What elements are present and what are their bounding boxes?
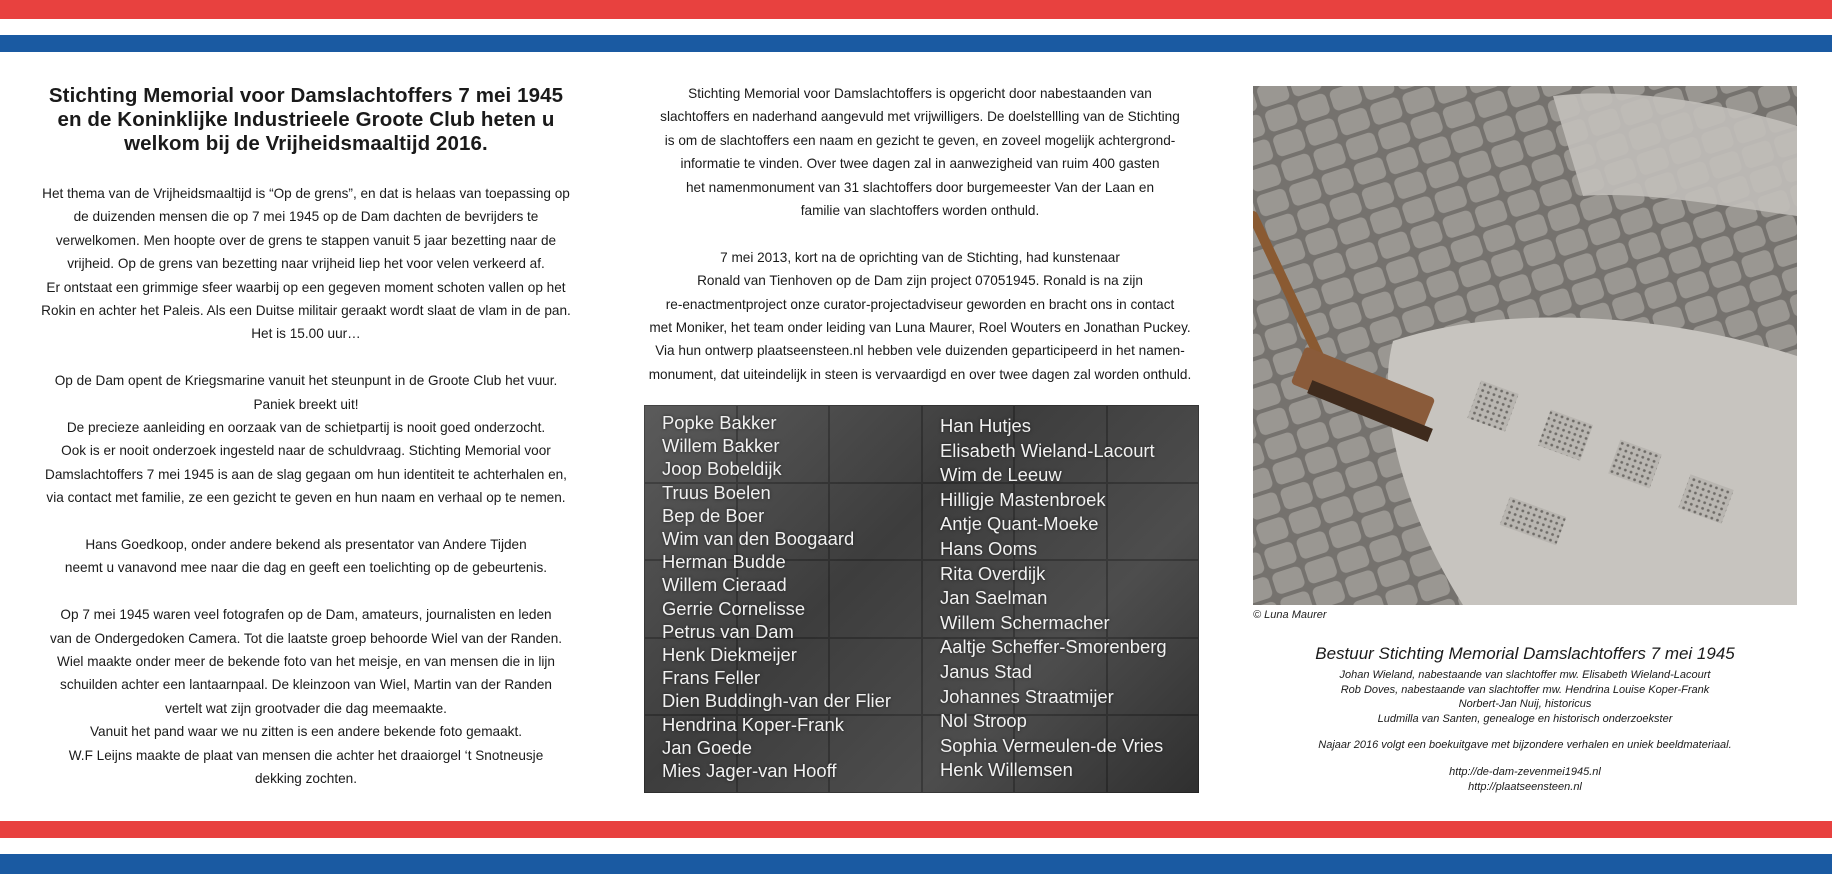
- title-line: en de Koninklijke Industrieele Groote Club heten u: [57, 108, 555, 131]
- names-list-right: [940, 414, 1167, 783]
- text-line: Rokin en achter het Paleis. Als een Duitse militair geraakt wordt slaat de vlam in de pan.: [41, 303, 571, 319]
- names-list-left: [662, 411, 891, 782]
- victim-name: Joop Bobeldijk: [662, 458, 782, 480]
- board-section: [1260, 643, 1790, 794]
- paragraph: [40, 603, 572, 790]
- text-line: 7 mei 2013, kort na de oprichting van de Stichting, had kunstenaar: [720, 249, 1120, 265]
- victim-name: Elisabeth Wieland-Lacourt: [940, 439, 1155, 461]
- text-line: schuilden achter een lantaarnpaal. De kleinzoon van Wiel, Martin van der Randen: [60, 677, 552, 693]
- text-line: W.F Leijns maakte de plaat van mensen die achter het draaiorgel ‘t Snotneusje: [68, 747, 544, 763]
- website-link[interactable]: http://plaatseensteen.nl: [1468, 780, 1582, 793]
- text-line: Hans Goedkoop, onder andere bekend als presentator van Andere Tijden: [85, 537, 527, 553]
- top-blue-stripe: [0, 35, 1832, 52]
- text-line: informatie te vinden. Over twee dagen zal in aanwezigheid van ruim 400 gasten: [680, 156, 1160, 172]
- victim-name: Popke Bakker: [662, 412, 777, 433]
- text-line: Stichting Memorial voor Damslachtoffers is opgericht door nabestaanden van: [688, 86, 1152, 101]
- board-member: Johan Wieland, nabestaande van slachtoffer mw. Elisabeth Wieland-Lacourt: [1339, 669, 1711, 681]
- victim-name: Antje Quant-Moeke: [940, 513, 1099, 535]
- victim-name: Nol Stroop: [940, 710, 1027, 732]
- victim-name: Rita Overdijk: [940, 562, 1046, 584]
- paragraph: [40, 369, 572, 509]
- victim-name: Aaltje Scheffer-Smorenberg: [940, 636, 1167, 658]
- paragraph: [640, 246, 1200, 386]
- paragraph: [40, 182, 572, 346]
- victim-name: Jan Saelman: [940, 587, 1048, 609]
- board-member: Norbert-Jan Nuij, historicus: [1458, 698, 1592, 711]
- victim-name: Wim de Leeuw: [940, 464, 1062, 486]
- victim-name: Herman Budde: [662, 551, 786, 573]
- text-line: Het is 15.00 uur…: [251, 326, 361, 342]
- victim-name: Willem Schermacher: [940, 611, 1110, 633]
- text-line: dekking zochten.: [254, 771, 358, 787]
- text-line: Er ontstaat een grimmige sfeer waarbij op een gegeven moment schoten vallen op het: [46, 279, 566, 295]
- text-line: is om de slachtoffers een naam en gezicht te geven, en zoveel mogelijk achtergrond-: [664, 132, 1176, 148]
- title-line: welkom bij de Vrijheidsmaaltijd 2016.: [124, 132, 488, 155]
- text-line: Op 7 mei 1945 waren veel fotografen op de Dam, amateurs, journalisten en leden: [60, 607, 552, 623]
- foundation-body: [640, 82, 1200, 386]
- bottom-blue-stripe: [0, 854, 1832, 874]
- text-line: via contact met familie, ze een gezicht te geven en hun naam en verhaal op te nemen.: [46, 490, 566, 506]
- text-line: Wiel maakte onder meer de bekende foto van het meisje, en van mensen die in lijn: [57, 654, 555, 670]
- text-line: slachtoffers en naderhand aangevuld met vrijwilligers. De doelstellling van de Stichting: [660, 109, 1180, 125]
- text-line: familie van slachtoffers worden onthuld.: [800, 203, 1040, 219]
- victim-name: Sophia Vermeulen-de Vries: [940, 734, 1164, 756]
- text-line: met Moniker, het team onder leiding van Luna Maurer, Roel Wouters en Jonathan Puckey.: [649, 320, 1191, 336]
- text-line: monument, dat uiteindelijk in steen is vervaardigd en over twee dagen zal worden onthuld.: [648, 366, 1192, 382]
- text-line: Vanuit het pand waar we nu zitten is een andere bekende foto gemaakt.: [89, 724, 523, 740]
- victim-name: Johannes Straatmijer: [940, 685, 1114, 707]
- board-member: Rob Doves, nabestaande van slachtoffer mw. Hendrina Louise Koper-Frank: [1340, 683, 1710, 696]
- top-red-stripe: [0, 0, 1832, 19]
- victim-name: Willem Cieraad: [662, 574, 787, 596]
- text-line: verwelkomen. Men hoopte over de grens te stappen vanuit 5 jaar bezetting naar de: [55, 232, 557, 248]
- board-title: Bestuur Stichting Memorial Damslachtoffers 7 mei 1945: [1315, 644, 1735, 663]
- victim-name: Hans Ooms: [940, 537, 1038, 559]
- monument-photo: [1253, 86, 1797, 605]
- paragraph: [40, 533, 572, 580]
- text-line: het namenmonument van 31 slachtoffers door burgemeester Van der Laan en: [685, 179, 1155, 195]
- text-line: vertelt wat zijn grootvader die dag meemaakte.: [165, 700, 447, 716]
- victims-names-panel: [644, 405, 1199, 793]
- victim-name: Wim van den Boogaard: [662, 528, 855, 550]
- victim-name: Willem Bakker: [662, 435, 780, 457]
- paragraph: [640, 82, 1200, 222]
- text-line: van de Ondergedoken Camera. Tot die laatste groep behoorde Wiel van der Randen.: [49, 630, 563, 646]
- text-line: Op de Dam opent de Kriegsmarine vanuit het steunpunt in de Groote Club het vuur.: [54, 373, 558, 389]
- victim-name: Frans Feller: [662, 667, 761, 689]
- victim-name: Petrus van Dam: [662, 620, 794, 642]
- victim-name: Jan Goede: [662, 736, 752, 758]
- foundation-column: [640, 82, 1200, 386]
- text-line: Ronald van Tienhoven op de Dam zijn project 07051945. Ronald is na zijn: [697, 273, 1143, 289]
- victim-name: Gerrie Cornelisse: [662, 597, 806, 619]
- welcome-title: [40, 84, 572, 156]
- text-line: de duizenden mensen die op 7 mei 1945 op de Dam dachten de bevrijders te: [73, 209, 539, 225]
- victim-name: Henk Willemsen: [940, 759, 1073, 781]
- text-line: Paniek breekt uit!: [253, 396, 359, 412]
- book-note: Najaar 2016 volgt een boekuitgave met bijzondere verhalen en uniek beeldmateriaal.: [1318, 739, 1732, 752]
- text-line: De precieze aanleiding en oorzaak van de schietpartij is nooit goed onderzocht.: [66, 420, 546, 436]
- victim-name: Bep de Boer: [662, 504, 765, 526]
- text-line: Ook is er nooit onderzoek ingesteld naar de schuldvraag. Stichting Memorial voor: [61, 443, 551, 459]
- victim-name: Hendrina Koper-Frank: [662, 713, 844, 735]
- victim-name: Han Hutjes: [940, 415, 1031, 436]
- text-line: Het thema van de Vrijheidsmaaltijd is “Op de grens”, en dat is helaas van toepassing op: [42, 186, 570, 201]
- victim-name: Janus Stad: [940, 660, 1033, 682]
- website-link[interactable]: http://de-dam-zevenmei1945.nl: [1449, 765, 1601, 778]
- text-line: Via hun ontwerp plaatseensteen.nl hebben vele duizenden geparticipeerd in het namen-: [655, 343, 1185, 359]
- victim-name: Mies Jager-van Hooff: [662, 760, 837, 782]
- victim-name: Dien Buddingh-van der Flier: [662, 690, 891, 712]
- title-line: Stichting Memorial voor Damslachtoffers 7 mei 1945: [48, 84, 564, 107]
- welcome-column: [40, 84, 572, 791]
- text-line: Damslachtoffers 7 mei 1945 is aan de slag gegaan om hun identiteit te achterhalen en,: [45, 466, 567, 482]
- photo-caption: © Luna Maurer: [1253, 609, 1327, 621]
- welcome-body: [40, 182, 572, 791]
- text-line: neemt u vanavond mee naar die dag en geeft een toelichting op de gebeurtenis.: [64, 560, 548, 576]
- text-line: re-enactmentproject onze curator-projectadviseur geworden en bracht ons in contact: [665, 296, 1175, 312]
- victim-name: Hilligje Mastenbroek: [940, 488, 1106, 510]
- victim-name: Truus Boelen: [662, 481, 771, 503]
- text-line: vrijheid. Op de grens van bezetting naar vrijheid liep het voor velen verkeerd af.: [67, 256, 545, 272]
- cobblestone-broom-image: [1253, 86, 1797, 605]
- bottom-red-stripe: [0, 821, 1832, 838]
- victim-name: Henk Diekmeijer: [662, 644, 797, 666]
- board-member: Ludmilla van Santen, genealoge en historisch onderzoekster: [1377, 712, 1673, 725]
